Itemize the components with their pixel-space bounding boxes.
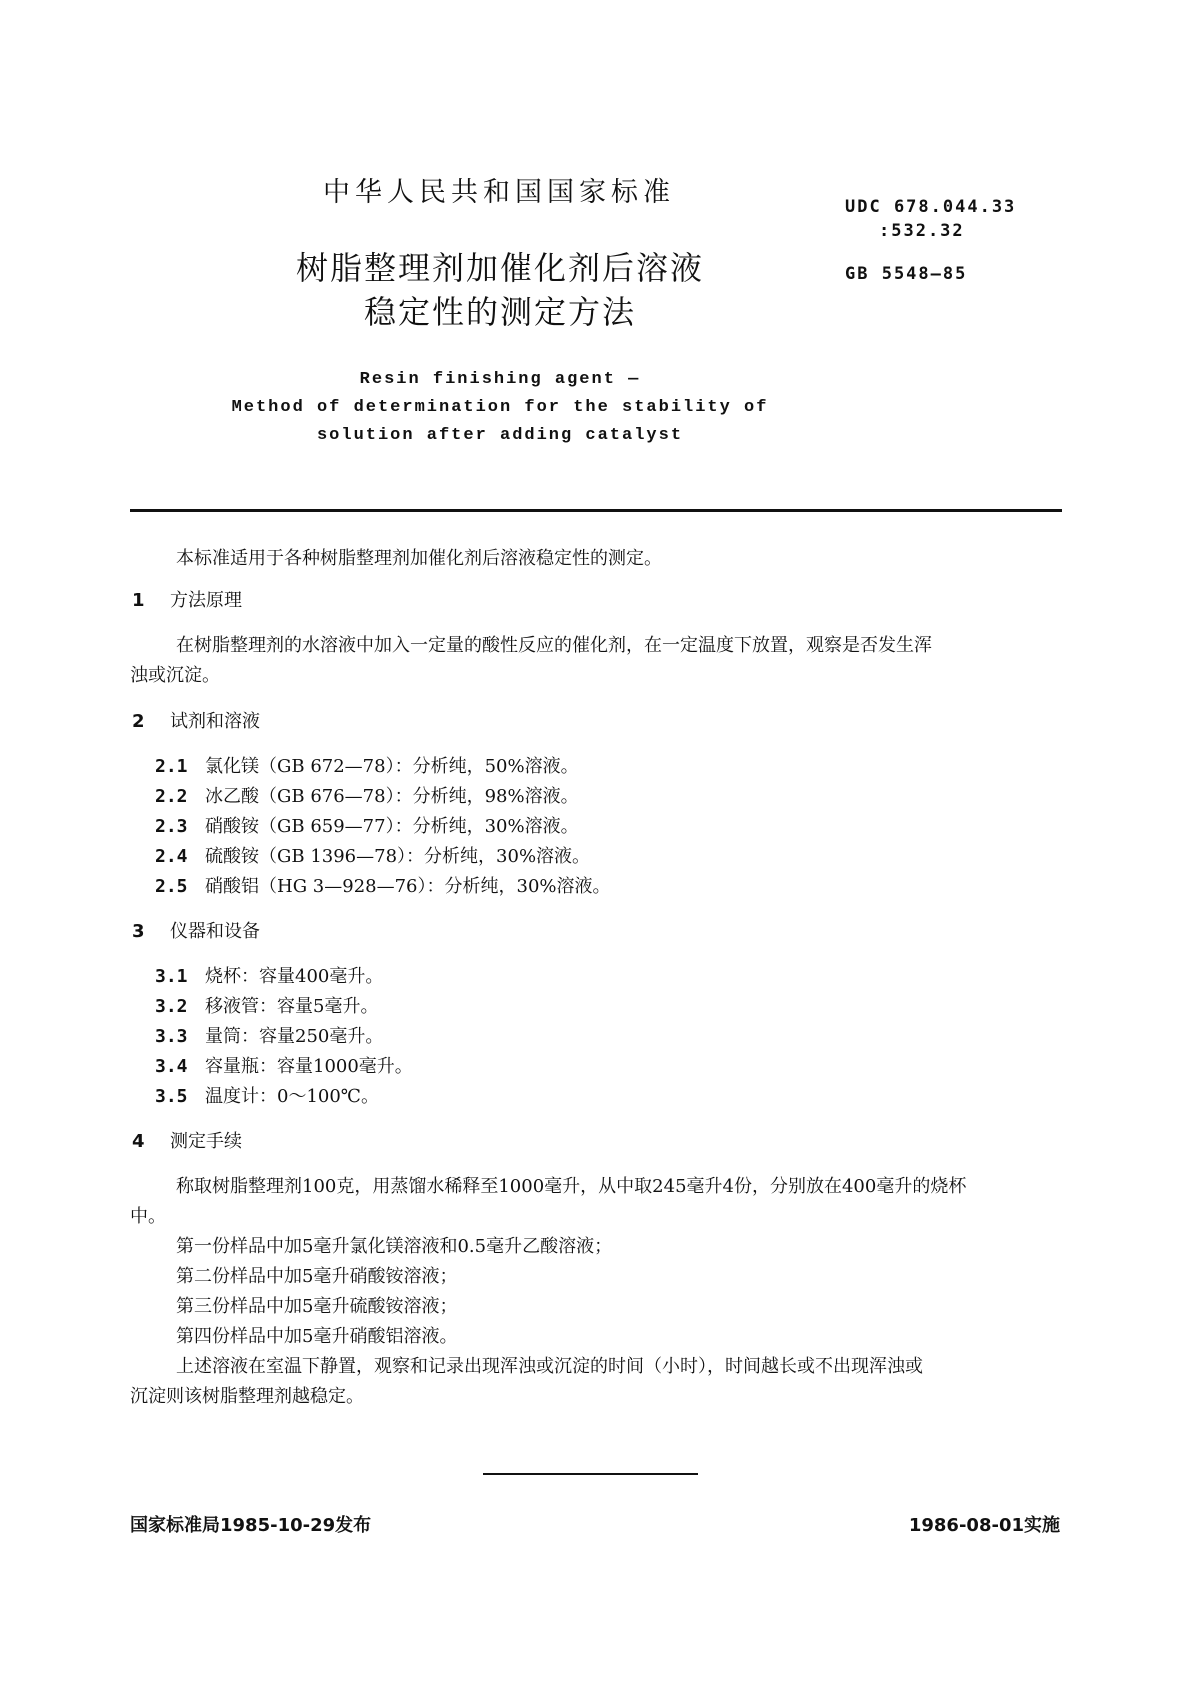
reagent-text: 硫酸铵（GB 1396—78）：分析纯，30%溶液。 bbox=[205, 846, 591, 867]
procedure-step-2: 第二份样品中加5毫升硝酸铵溶液； bbox=[176, 1266, 458, 1287]
procedure-step-4: 第四份样品中加5毫升硝酸铝溶液。 bbox=[176, 1326, 458, 1347]
reagent-number: 2.1 bbox=[155, 756, 188, 777]
equipment-text: 移液管：容量5毫升。 bbox=[205, 996, 379, 1017]
reagent-text: 硝酸铝（HG 3—928—76）：分析纯，30%溶液。 bbox=[205, 876, 611, 897]
procedure-text-line-1: 称取树脂整理剂100克，用蒸馏水稀释至1000毫升，从中取245毫升4份，分别放在400毫升的烧杯 bbox=[176, 1176, 967, 1197]
reagent-item bbox=[155, 752, 579, 778]
section-4-title: 测定手续 bbox=[170, 1131, 242, 1152]
title-en-line-1: Resin finishing agent — bbox=[359, 370, 641, 389]
reagent-item bbox=[155, 782, 579, 808]
title-en-line-3: solution after adding catalyst bbox=[316, 426, 684, 445]
issue-date: 国家标准局1985-10-29发布 bbox=[130, 1515, 372, 1536]
reagent-text: 硝酸铵（GB 659—77）：分析纯，30%溶液。 bbox=[205, 816, 579, 837]
section-3-number: 3 bbox=[132, 921, 145, 942]
reagent-number: 2.5 bbox=[155, 876, 188, 897]
udc-line-1: UDC 678.044.33 bbox=[845, 197, 1017, 217]
reagent-text: 氯化镁（GB 672—78）：分析纯，50%溶液。 bbox=[205, 756, 579, 777]
reagent-item bbox=[155, 812, 579, 838]
procedure-conclusion-line-1: 上述溶液在室温下静置，观察和记录出现浑浊或沉淀的时间（小时），时间越长或不出现浑浊或 bbox=[176, 1356, 923, 1377]
equipment-text: 烧杯：容量400毫升。 bbox=[205, 966, 384, 987]
section-2-title: 试剂和溶液 bbox=[170, 711, 260, 732]
equipment-number: 3.2 bbox=[155, 996, 188, 1017]
section-2-heading bbox=[132, 707, 260, 733]
equipment-text: 温度计：0～100℃。 bbox=[205, 1086, 379, 1107]
reagent-number: 2.4 bbox=[155, 846, 188, 867]
section-3-title: 仪器和设备 bbox=[170, 921, 260, 942]
udc-code bbox=[845, 195, 1016, 243]
udc-line-2: :532.32 bbox=[879, 221, 965, 241]
equipment-item bbox=[155, 992, 378, 1018]
title-en-line-2: Method of determination for the stability of bbox=[231, 398, 769, 417]
title-cn-line-2: 稳定性的测定方法 bbox=[363, 293, 636, 331]
gb-code: GB 5548—85 bbox=[845, 264, 968, 284]
reagent-number: 2.2 bbox=[155, 786, 188, 807]
equipment-number: 3.1 bbox=[155, 966, 188, 987]
procedure-text-line-2: 中。 bbox=[130, 1206, 166, 1227]
reagent-text: 冰乙酸（GB 676—78）：分析纯，98%溶液。 bbox=[205, 786, 579, 807]
reagent-number: 2.3 bbox=[155, 816, 188, 837]
equipment-item bbox=[155, 1022, 383, 1048]
content-end-divider bbox=[483, 1473, 698, 1475]
equipment-text: 量筒：容量250毫升。 bbox=[205, 1026, 384, 1047]
procedure-conclusion-line-2: 沉淀则该树脂整理剂越稳定。 bbox=[130, 1386, 364, 1407]
national-standard-heading: 中华人民共和国国家标准 bbox=[323, 177, 675, 208]
effective-date: 1986-08-01实施 bbox=[908, 1515, 1060, 1536]
title-cn-line-1: 树脂整理剂加催化剂后溶液 bbox=[295, 249, 704, 287]
equipment-number: 3.5 bbox=[155, 1086, 188, 1107]
reagent-item bbox=[155, 872, 611, 898]
section-1-number: 1 bbox=[132, 590, 145, 611]
equipment-number: 3.4 bbox=[155, 1056, 188, 1077]
equipment-item bbox=[155, 1082, 379, 1108]
procedure-step-3: 第三份样品中加5毫升硫酸铵溶液； bbox=[176, 1296, 458, 1317]
section-1-title: 方法原理 bbox=[170, 590, 242, 611]
header-divider bbox=[130, 509, 1062, 512]
equipment-item bbox=[155, 962, 383, 988]
section-2-number: 2 bbox=[132, 711, 145, 732]
equipment-item bbox=[155, 1052, 413, 1078]
intro-text: 本标准适用于各种树脂整理剂加催化剂后溶液稳定性的测定。 bbox=[176, 548, 662, 569]
section-1-heading bbox=[132, 586, 242, 612]
section-3-heading bbox=[132, 917, 260, 943]
section-1-text-line-2: 浊或沉淀。 bbox=[130, 665, 220, 686]
reagent-item bbox=[155, 842, 590, 868]
equipment-text: 容量瓶：容量1000毫升。 bbox=[205, 1056, 413, 1077]
section-4-heading bbox=[132, 1127, 242, 1153]
equipment-number: 3.3 bbox=[155, 1026, 188, 1047]
section-1-text-line-1: 在树脂整理剂的水溶液中加入一定量的酸性反应的催化剂，在一定温度下放置，观察是否发生浑 bbox=[176, 635, 932, 656]
section-4-number: 4 bbox=[132, 1131, 145, 1152]
procedure-step-1: 第一份样品中加5毫升氯化镁溶液和0.5毫升乙酸溶液； bbox=[176, 1236, 613, 1257]
